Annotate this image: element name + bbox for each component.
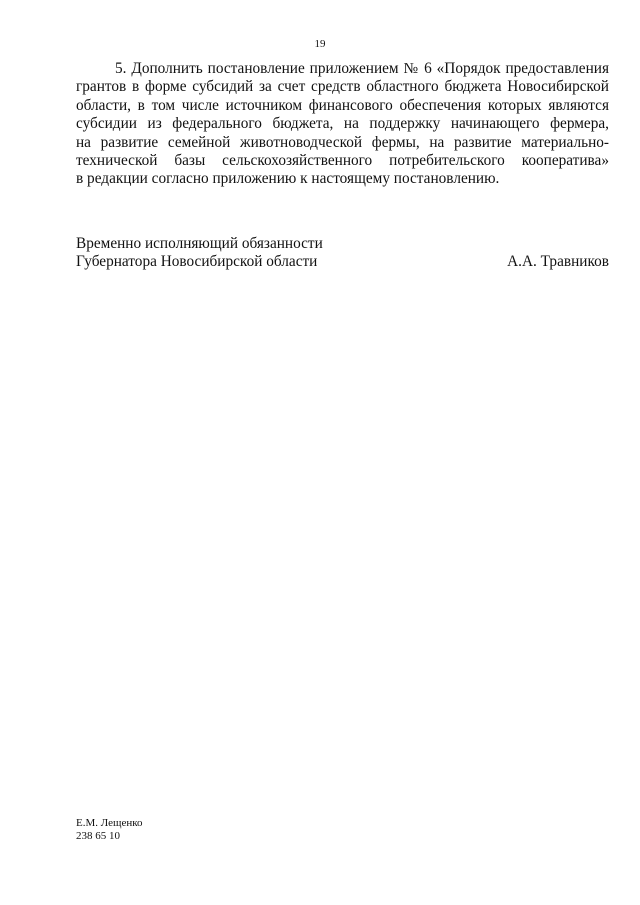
paragraph-line: технической базы сельскохозяйственного потребительского кооператива» [76,151,609,169]
paragraph-line: 5. Дополнить постановление приложением № 6 «Порядок предоставления [115,60,609,77]
executor-phone: 238 65 10 [76,830,120,842]
paragraph-item-5 [76,60,609,189]
executor-name: Е.М. Лещенко [76,817,143,829]
paragraph-line: в редакции согласно приложению к настоящему постановлению. [76,170,500,188]
signatory-name: А.А. Травников [507,253,609,271]
paragraph-line: субсидии из федерального бюджета, на поддержку начинающего фермера, [76,115,609,133]
paragraph-line: на развитие семейной животноводческой фермы, на развитие материально- [76,133,609,151]
page-number: 19 [314,38,326,50]
signature-row-1 [76,235,609,253]
paragraph-line: грантов в форме субсидий за счет средств областного бюджета Новосибирской [76,78,609,96]
executor-footer [76,817,143,843]
signatory-position-line1: Временно исполняющий обязанности [76,235,323,252]
signature-row-2 [76,253,609,271]
signatory-position-line2: Губернатора Новосибирской области [76,253,318,271]
signature-block [76,235,609,272]
paragraph-line: области, в том числе источником финансового обеспечения которых являются [76,96,609,114]
